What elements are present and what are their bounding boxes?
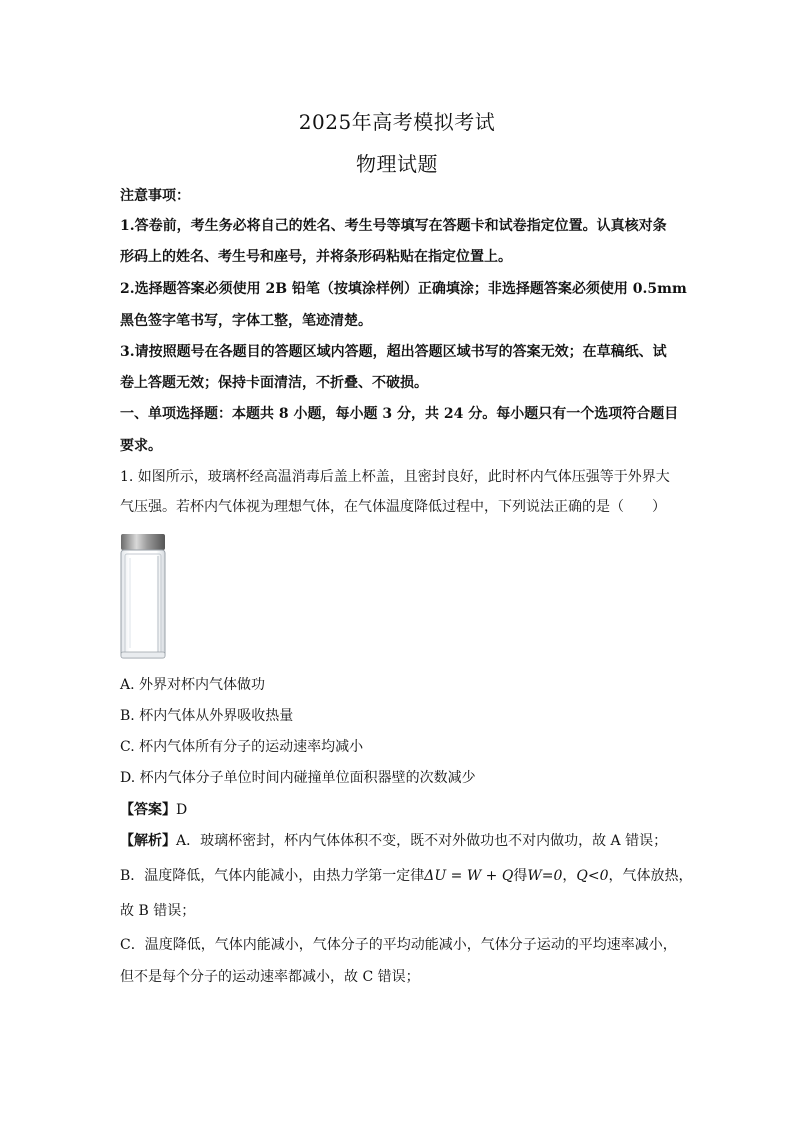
section-heading-line-2: 要求。 bbox=[120, 438, 162, 454]
analysis-a-text: A．玻璃杯密封，杯内气体体积不变，既不对外做功也不对内做功，故 A 错误； bbox=[176, 833, 668, 849]
work-zero-formula: W=0 bbox=[527, 868, 563, 884]
notice-item-2-line-1: 2.选择题答案必须使用 2B 铅笔（按填涂样例）正确填涂；非选择题答案必须使用 0.5mm bbox=[120, 281, 687, 297]
option-d: D. 杯内气体分子单位时间内碰撞单位面积器壁的次数减少 bbox=[120, 770, 476, 786]
analysis-b-mid: 得 bbox=[513, 868, 528, 884]
analysis-label: 【解析】 bbox=[120, 833, 176, 849]
question-stem-line-2: 气压强。若杯内气体视为理想气体，在气体温度降低过程中，下列说法正确的是（ ） bbox=[120, 499, 666, 515]
analysis-line-b bbox=[120, 866, 693, 886]
answer-line bbox=[120, 800, 680, 820]
notice-item-2-line-2: 黑色签字笔书写，字体工整，笔迹清楚。 bbox=[120, 313, 372, 329]
analysis-b-post: ，气体放热， bbox=[608, 868, 693, 884]
answer-value: D bbox=[176, 802, 188, 818]
analysis-line-b-2: 故 B 错误； bbox=[120, 903, 196, 919]
notice-item-1-line-1: 1.答卷前，考生务必将自己的姓名、考生号等填写在答题卡和试卷指定位置。认真核对条 bbox=[120, 218, 667, 234]
question-stem-line-1: 1. 如图所示，玻璃杯经高温消毒后盖上杯盖，且密封良好，此时杯内气体压强等于外界大 bbox=[120, 469, 670, 485]
notice-item-3-line-1: 3.请按照题号在各题目的答题区域内答题，超出答题区域书写的答案无效；在草稿纸、试 bbox=[120, 344, 667, 360]
first-law-formula: ΔU = W + Q bbox=[424, 868, 514, 884]
analysis-b-separator: ， bbox=[562, 868, 577, 884]
analysis-line-c-2: 但不是每个分子的运动速率都减小，故 C 错误； bbox=[120, 969, 420, 985]
notice-heading: 注意事项： bbox=[120, 188, 190, 204]
heat-negative-formula: Q<0 bbox=[576, 868, 609, 884]
notice-item-3-line-2: 卷上答题无效；保持卡面清洁，不折叠、不破损。 bbox=[120, 375, 428, 391]
analysis-line-a bbox=[120, 831, 680, 851]
glass-cup-image bbox=[118, 532, 168, 660]
analysis-b-text: B．温度降低，气体内能减小，由热力学第一定律 bbox=[120, 868, 425, 884]
option-c: C. 杯内气体所有分子的运动速率均减小 bbox=[120, 739, 364, 755]
exam-subtitle: 物理试题 bbox=[356, 152, 438, 176]
option-a: A. 外界对杯内气体做功 bbox=[120, 677, 266, 693]
exam-title: 2025年高考模拟考试 bbox=[298, 110, 496, 134]
analysis-line-c-1: C．温度降低，气体内能减小，气体分子的平均动能减小，气体分子运动的平均速率减小， bbox=[120, 937, 677, 953]
section-heading-line-1: 一、单项选择题：本题共 8 小题，每小题 3 分，共 24 分。每小题只有一个选项符合题目 bbox=[120, 406, 679, 422]
option-b: B. 杯内气体从外界吸收热量 bbox=[120, 708, 294, 724]
notice-item-1-line-2: 形码上的姓名、考生号和座号，并将条形码粘贴在指定位置上。 bbox=[120, 249, 512, 265]
answer-label: 【答案】 bbox=[120, 802, 176, 818]
